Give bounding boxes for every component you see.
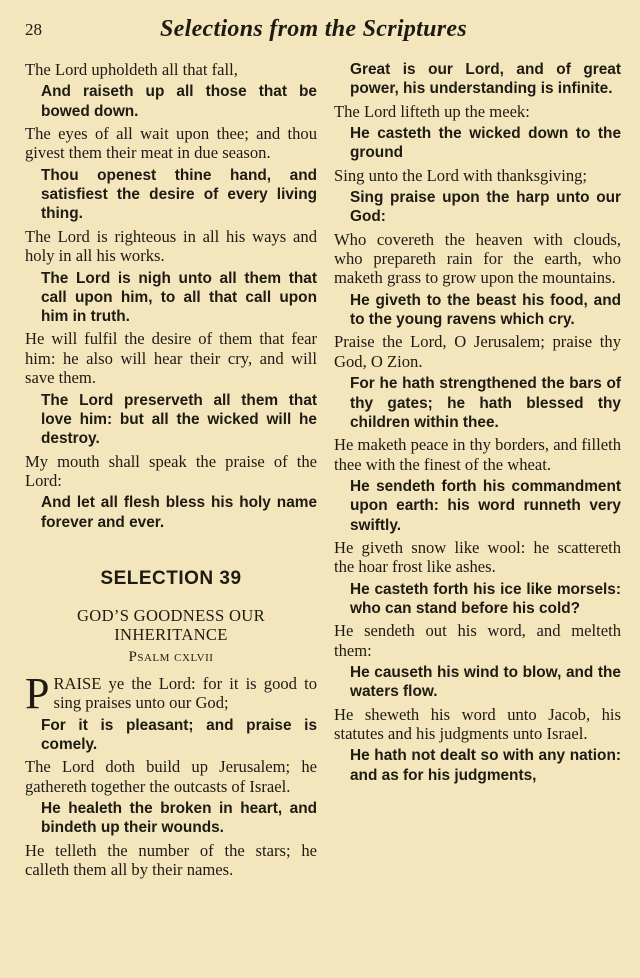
response: He casteth forth his ice like morsels: who can stand before his cold?	[350, 580, 621, 617]
response: He sendeth forth his commandment upon earth: his word runneth very swiftly.	[350, 477, 621, 534]
verse: He will fulfil the desire of them that fear him: he also will hear their cry, and will save them.	[25, 329, 317, 388]
response: The Lord is nigh unto all them that call upon him, to all that call upon him in truth.	[41, 269, 317, 326]
verse: He maketh peace in thy borders, and filleth thee with the finest of the wheat.	[334, 435, 621, 474]
running-title: Selections from the Scriptures	[160, 16, 468, 42]
response: The Lord preserveth all them that love him: but all the wicked will he destroy.	[41, 391, 317, 448]
verse-opening-text: RAISE ye the Lord: for it is good to sing praises unto our God;	[53, 673, 317, 713]
selection-subtitle: GOD’S GOODNESS OUR INHERITANCE	[77, 605, 265, 645]
response: For he hath strengthened the bars of thy gates; he hath blessed thy children within thee.	[350, 375, 621, 431]
verse: The Lord lifteth up the meek:	[334, 101, 530, 121]
response: And raiseth up all those that be bowed down.	[41, 83, 317, 120]
page-number: 28	[25, 20, 42, 39]
verse: The eyes of all wait upon thee; and thou givest them their meat in due season.	[25, 124, 317, 163]
verse: He sendeth out his word, and melteth them:	[334, 621, 621, 660]
response: He healeth the broken in heart, and bindeth up their wounds.	[41, 800, 317, 837]
right-column	[334, 60, 621, 788]
response: For it is pleasant; and praise is comely.	[41, 716, 317, 754]
verse: The Lord is righteous in all his ways and holy in all his works.	[25, 226, 317, 266]
response: He giveth to the beast his food, and to the young ravens which cry.	[350, 291, 621, 329]
response: He hath not dealt so with any nation: and as for his judgments,	[350, 747, 621, 784]
left-column	[25, 60, 317, 883]
response: He casteth the wicked down to the ground	[350, 125, 621, 162]
response: Thou openest thine hand, and satisfiest the desire of every living thing.	[41, 166, 317, 223]
drop-cap: P	[25, 668, 50, 718]
selection-title: SELECTION 39	[100, 567, 242, 589]
verse: My mouth shall speak the praise of the Lord:	[25, 451, 317, 490]
verse: Who covereth the heaven with clouds, who prepareth rain for the earth, who maketh grass to grow upon the mountains.	[334, 229, 621, 288]
response: He causeth his wind to blow, and the waters flow.	[350, 664, 621, 701]
verse-opening	[25, 668, 317, 718]
response: Sing praise upon the harp unto our God:	[350, 189, 621, 226]
psalm-reference: Psalm cxlvii	[128, 648, 214, 665]
verse: He telleth the number of the stars; he calleth them all by their names.	[25, 840, 317, 880]
response: And let all flesh bless his holy name forever and ever.	[41, 494, 317, 531]
verse: He giveth snow like wool: he scattereth the hoar frost like ashes.	[334, 537, 621, 577]
verse: The Lord doth build up Jerusalem; he gathereth together the outcasts of Israel.	[25, 757, 317, 796]
verse: He sheweth his word unto Jacob, his statutes and his judgments unto Israel.	[334, 704, 621, 744]
response: Great is our Lord, and of great power, his understanding is infinite.	[350, 61, 621, 98]
verse: Praise the Lord, O Jerusalem; praise thy God, O Zion.	[334, 332, 621, 371]
verse: Sing unto the Lord with thanksgiving;	[334, 165, 588, 185]
verse: The Lord upholdeth all that fall,	[25, 60, 238, 79]
